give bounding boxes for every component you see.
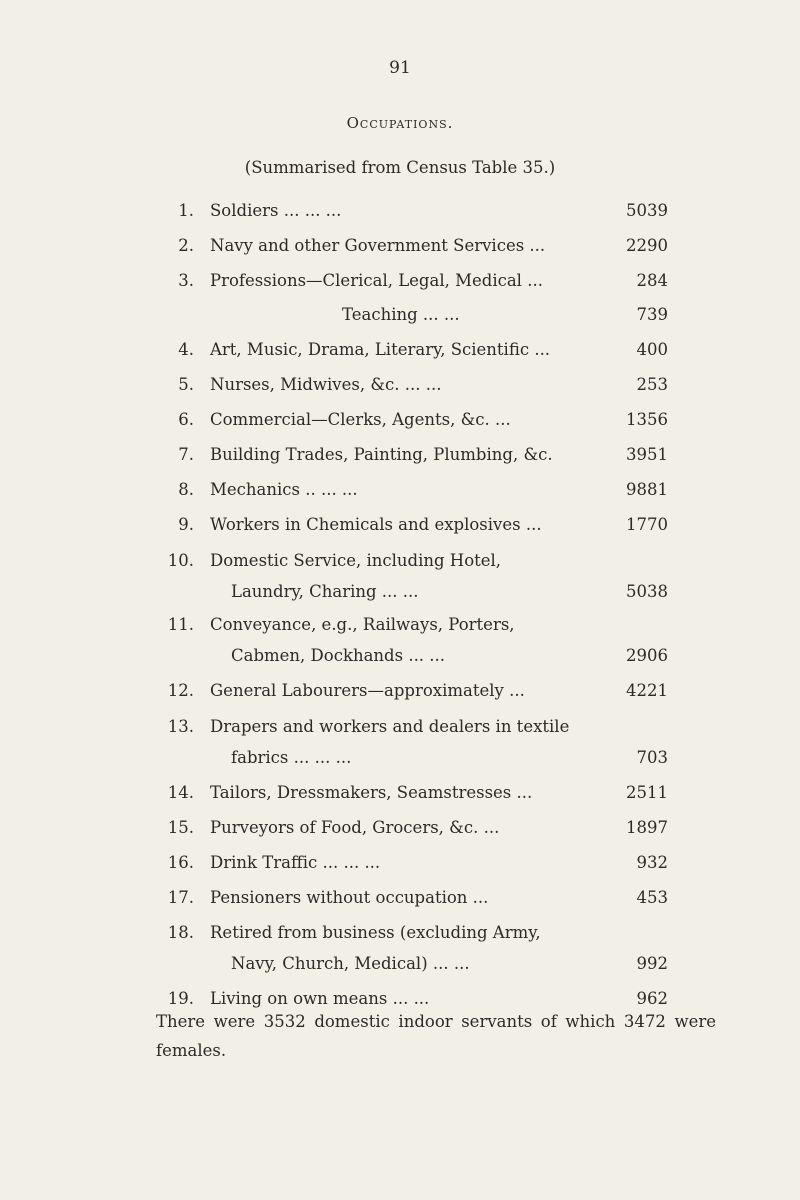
entry-value: 2906 <box>626 646 668 665</box>
entry-value: 739 <box>636 305 668 324</box>
entry-number: 6. <box>178 410 194 429</box>
page-title: Occupations. <box>346 114 454 132</box>
entry-label: Domestic Service, including Hotel, <box>210 551 502 570</box>
entry-number: 12. <box>167 681 194 700</box>
entry-number: 18. <box>167 923 194 942</box>
entry-number: 14. <box>167 783 194 802</box>
entry-label: Drapers and workers and dealers in textile <box>210 717 570 736</box>
entry-number: 9. <box>178 515 194 534</box>
subtitle: (Summarised from Census Table 35.) <box>244 158 556 177</box>
entry-number: 13. <box>167 717 194 736</box>
entry-label: Nurses, Midwives, &c. ... ... <box>210 375 442 394</box>
entry-label: Conveyance, e.g., Railways, Porters, <box>210 615 515 634</box>
entry-number: 7. <box>178 445 194 464</box>
entry-number: 3. <box>178 271 194 290</box>
entry-label-continued: fabrics ... ... ... <box>231 748 352 767</box>
entry-value: 932 <box>636 853 668 872</box>
entry-value: 2511 <box>626 783 668 802</box>
entry-label: Teaching ... ... <box>342 305 460 324</box>
entry-label: Pensioners without occupation ... <box>210 888 489 907</box>
entry-label: Building Trades, Painting, Plumbing, &c. <box>210 445 553 464</box>
entry-number: 11. <box>167 615 194 634</box>
entry-value: 992 <box>636 954 668 973</box>
entry-label: Workers in Chemicals and explosives ... <box>210 515 542 534</box>
entry-value: 2290 <box>626 236 668 255</box>
entry-label: Drink Traffic ... ... ... <box>210 853 381 872</box>
entry-number: 4. <box>178 340 194 359</box>
entry-value: 1356 <box>626 410 668 429</box>
entry-label: Purveyors of Food, Grocers, &c. ... <box>210 818 500 837</box>
page-number: 91 <box>389 58 411 78</box>
entry-value: 3951 <box>626 445 668 464</box>
entry-label: Commercial—Clerks, Agents, &c. ... <box>210 410 511 429</box>
entry-label: Professions—Clerical, Legal, Medical ... <box>210 271 543 290</box>
entry-value: 962 <box>636 989 668 1008</box>
entry-number: 8. <box>178 480 194 499</box>
entry-label: Tailors, Dressmakers, Seamstresses ... <box>210 783 533 802</box>
entry-label-continued: Cabmen, Dockhands ... ... <box>231 646 446 665</box>
entry-value: 253 <box>636 375 668 394</box>
entry-label: Art, Music, Drama, Literary, Scientific ... <box>210 340 551 359</box>
entry-number: 2. <box>178 236 194 255</box>
entry-label: Living on own means ... ... <box>210 989 430 1008</box>
entry-label: Retired from business (excluding Army, <box>210 923 541 942</box>
entry-label-continued: Navy, Church, Medical) ... ... <box>231 954 470 973</box>
entry-number: 19. <box>167 989 194 1008</box>
entry-label: Soldiers ... ... ... <box>210 201 342 220</box>
entry-value: 703 <box>636 748 668 767</box>
entry-value: 284 <box>636 271 668 290</box>
entry-value: 453 <box>636 888 668 907</box>
entry-value: 5038 <box>626 582 668 601</box>
footnote: There were 3532 domestic indoor servants of which 3472 were females. <box>156 1012 716 1060</box>
entry-label-continued: Laundry, Charing ... ... <box>231 582 419 601</box>
entry-value: 400 <box>636 340 668 359</box>
entry-value: 1770 <box>626 515 668 534</box>
entry-label: General Labourers—approximately ... <box>210 681 525 700</box>
entry-label: Navy and other Government Services ... <box>210 236 546 255</box>
entry-number: 15. <box>167 818 194 837</box>
entry-number: 1. <box>178 201 194 220</box>
entry-number: 16. <box>167 853 194 872</box>
entry-value: 5039 <box>626 201 668 220</box>
entry-value: 1897 <box>626 818 668 837</box>
entry-number: 17. <box>167 888 194 907</box>
entry-label: Mechanics .. ... ... <box>210 480 358 499</box>
entry-value: 4221 <box>626 681 668 700</box>
entry-value: 9881 <box>626 480 668 499</box>
entry-number: 10. <box>167 551 194 570</box>
entry-number: 5. <box>178 375 194 394</box>
